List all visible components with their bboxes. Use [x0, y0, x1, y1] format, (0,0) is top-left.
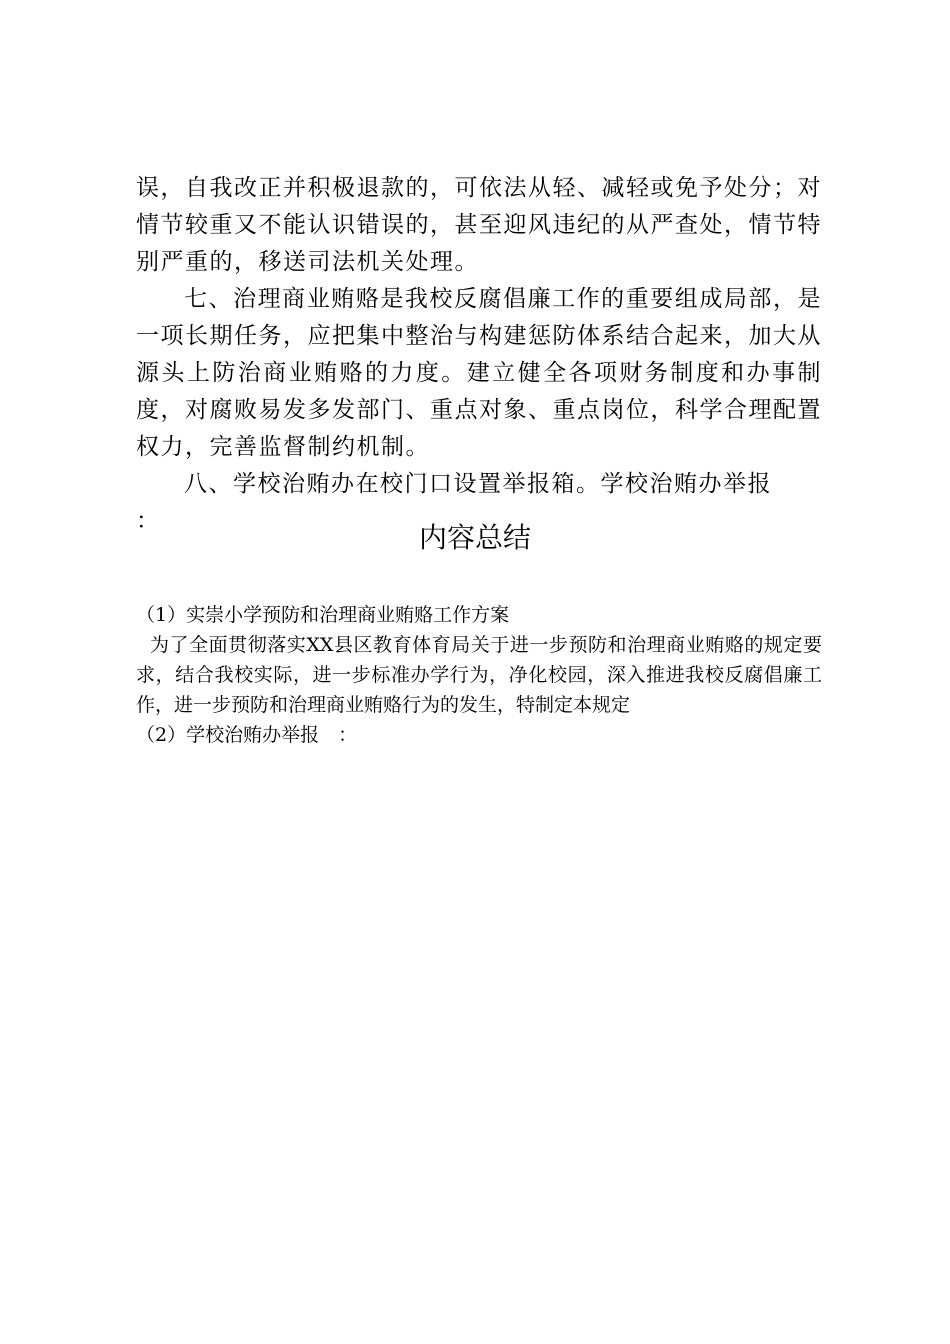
body-text	[136, 170, 822, 540]
summary-item-1: （1）实崇小学预防和治理商业贿赂工作方案	[136, 604, 510, 626]
paragraph-eight: 八、学校治贿办在校门口设置举报箱。学校治贿办举报	[184, 471, 772, 497]
summary-item-1-text: 为了全面贯彻落实XX县区教育体育局关于进一步预防和治理商业贿赂的规定要求，结合我校实际，进一步标准办学行为，净化校园，深入推进我校反腐倡廉工作，进一步预防和治理商业贿赂行为的发生，特制定本规定	[136, 634, 822, 716]
summary-section	[136, 600, 822, 750]
paragraph-seven: 七、治理商业贿赂是我校反腐倡廉工作的重要组成局部，是一项长期任务，应把集中整治与构建惩防体系结合起来，加大从源头上防治商业贿赂的力度。建立健全各项财务制度和办事制度，对腐败易发多发部门、重点对象、重点岗位，科学合理配置权力，完善监督制约机制。	[136, 286, 822, 460]
summary-title: 内容总结	[418, 521, 531, 554]
paragraph-penalty: 误，自我改正并积极退款的，可依法从轻、减轻或免予处分；对情节较重又不能认识错误的，甚至迎风违纪的从严查处，情节特别严重的，移送司法机关处理。	[136, 175, 822, 275]
paragraph-eight-continued: ：	[136, 508, 161, 534]
summary-item-2: （2）学校治贿办举报 ：	[136, 724, 358, 746]
